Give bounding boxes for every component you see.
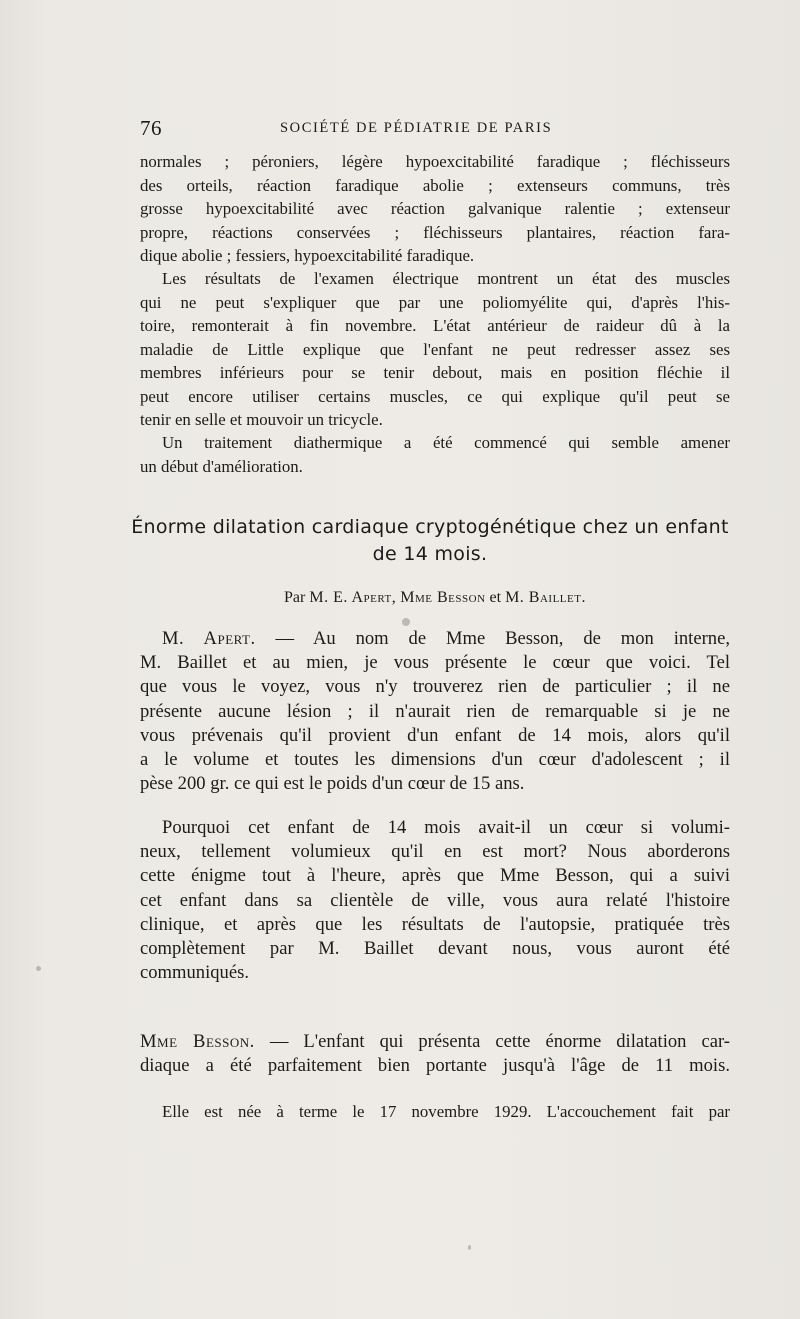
text-line: Les résultats de l'examen électrique montrent un état des muscles <box>162 269 730 288</box>
text-line: dique abolie ; fessiers, hypoexcitabilité faradique. <box>140 246 475 265</box>
article-title <box>120 514 740 568</box>
byline-conjunction: et <box>489 589 502 606</box>
article-byline <box>140 589 730 607</box>
text-line: pèse 200 gr. ce qui est le poids d'un cœur de 15 ans. <box>140 773 525 795</box>
text-line <box>140 627 730 651</box>
speaker-besson: Mme Besson. <box>140 1031 255 1052</box>
text-line: M. Baillet et au mien, je vous présente le cœur que voici. Tel <box>140 652 730 674</box>
page-header <box>140 116 730 142</box>
title-line: Énorme dilatation cardiaque cryptogénétique chez un enfant <box>131 516 729 538</box>
text-line: normales ; péroniers, légère hypoexcitabilité faradique ; fléchisseurs <box>140 152 730 171</box>
ink-speck <box>402 618 410 626</box>
text-line: grosse hypoexcitabilité avec réaction galvanique ralentie ; extenseur <box>140 199 730 218</box>
text-line: Pourquoi cet enfant de 14 mois avait-il un cœur si volumi- <box>162 817 730 838</box>
paragraph-besson-history <box>140 1030 730 1078</box>
text-line: Elle est née à terme le 17 novembre 1929. L'accouchement fait par <box>162 1102 730 1121</box>
text-line: Un traitement diathermique a été commencé qui semble amener <box>162 433 730 452</box>
byline-prefix: Par <box>284 589 306 606</box>
paragraph-apert-intro <box>140 627 730 796</box>
paragraph-heart-question <box>140 816 730 985</box>
text-line: un début d'amélioration. <box>140 456 303 476</box>
running-head: SOCIÉTÉ DE PÉDIATRIE DE PARIS <box>280 120 553 136</box>
text-line: qui ne peut s'expliquer que par une poliomyélite qui, d'après l'his- <box>140 292 730 312</box>
text-line: diaque a été parfaitement bien portante jusqu'à l'âge de 11 mois. <box>140 1055 730 1077</box>
speaker-apert: M. Apert. <box>162 628 256 649</box>
text-line: des orteils, réaction faradique abolie ; extenseurs communs, très <box>140 175 730 195</box>
text-line: cet enfant dans sa clientèle de ville, vous aura relaté l'histoire <box>140 889 730 911</box>
paragraph-examination-results <box>140 267 730 432</box>
margin-speck <box>36 966 41 971</box>
text-line: neux, tellement volumieux qu'il en est mort? Nous aborderons <box>140 841 730 863</box>
text-line: vous prévenais qu'il provient d'un enfant de 14 mois, alors qu'il <box>140 724 730 746</box>
ink-speck <box>468 1245 471 1250</box>
text-line: peut encore utiliser certains muscles, ce qui explique qu'il peut se <box>140 386 730 406</box>
text-line <box>140 1030 730 1054</box>
speech-text: — Au nom de Mme Besson, de mon interne, <box>275 628 730 649</box>
text-line: membres inférieurs pour se tenir debout, mais en position fléchie il <box>140 363 730 382</box>
speech-text: — L'enfant qui présenta cette énorme dilatation car- <box>269 1031 730 1052</box>
text-line: complètement par M. Baillet devant nous, vous auront été <box>140 938 730 960</box>
paragraph-birth <box>140 1100 730 1124</box>
text-line: a le volume et toutes les dimensions d'un cœur d'adolescent ; il <box>140 749 730 771</box>
paragraph-electrical-findings <box>140 150 730 268</box>
text-line: communiqués. <box>140 962 249 984</box>
text-line: présente aucune lésion ; il n'aurait rien de remarquable si je ne <box>140 700 730 722</box>
text-line: maladie de Little explique que l'enfant ne peut redresser assez ses <box>140 339 730 359</box>
text-line: que vous le voyez, vous n'y trouverez rien de particulier ; il ne <box>140 676 730 698</box>
author-besson: Mme Besson <box>400 589 486 606</box>
page-number: 76 <box>140 116 162 140</box>
paragraph-treatment <box>140 431 730 478</box>
text-line: propre, réactions conservées ; fléchisseurs plantaires, réaction fara- <box>140 222 730 242</box>
text-line: toire, remonterait à fin novembre. L'état antérieur de raideur dû à la <box>140 316 730 335</box>
title-line: de 14 mois. <box>372 543 488 565</box>
author-apert: M. E. Apert, <box>309 589 397 606</box>
text-line: cette énigme tout à l'heure, après que Mme Besson, qui a suivi <box>140 865 730 887</box>
author-baillet: M. Baillet. <box>505 589 586 606</box>
text-line: clinique, et après que les résultats de l'autopsie, pratiquée très <box>140 913 730 935</box>
text-line: tenir en selle et mouvoir un tricycle. <box>140 410 383 429</box>
